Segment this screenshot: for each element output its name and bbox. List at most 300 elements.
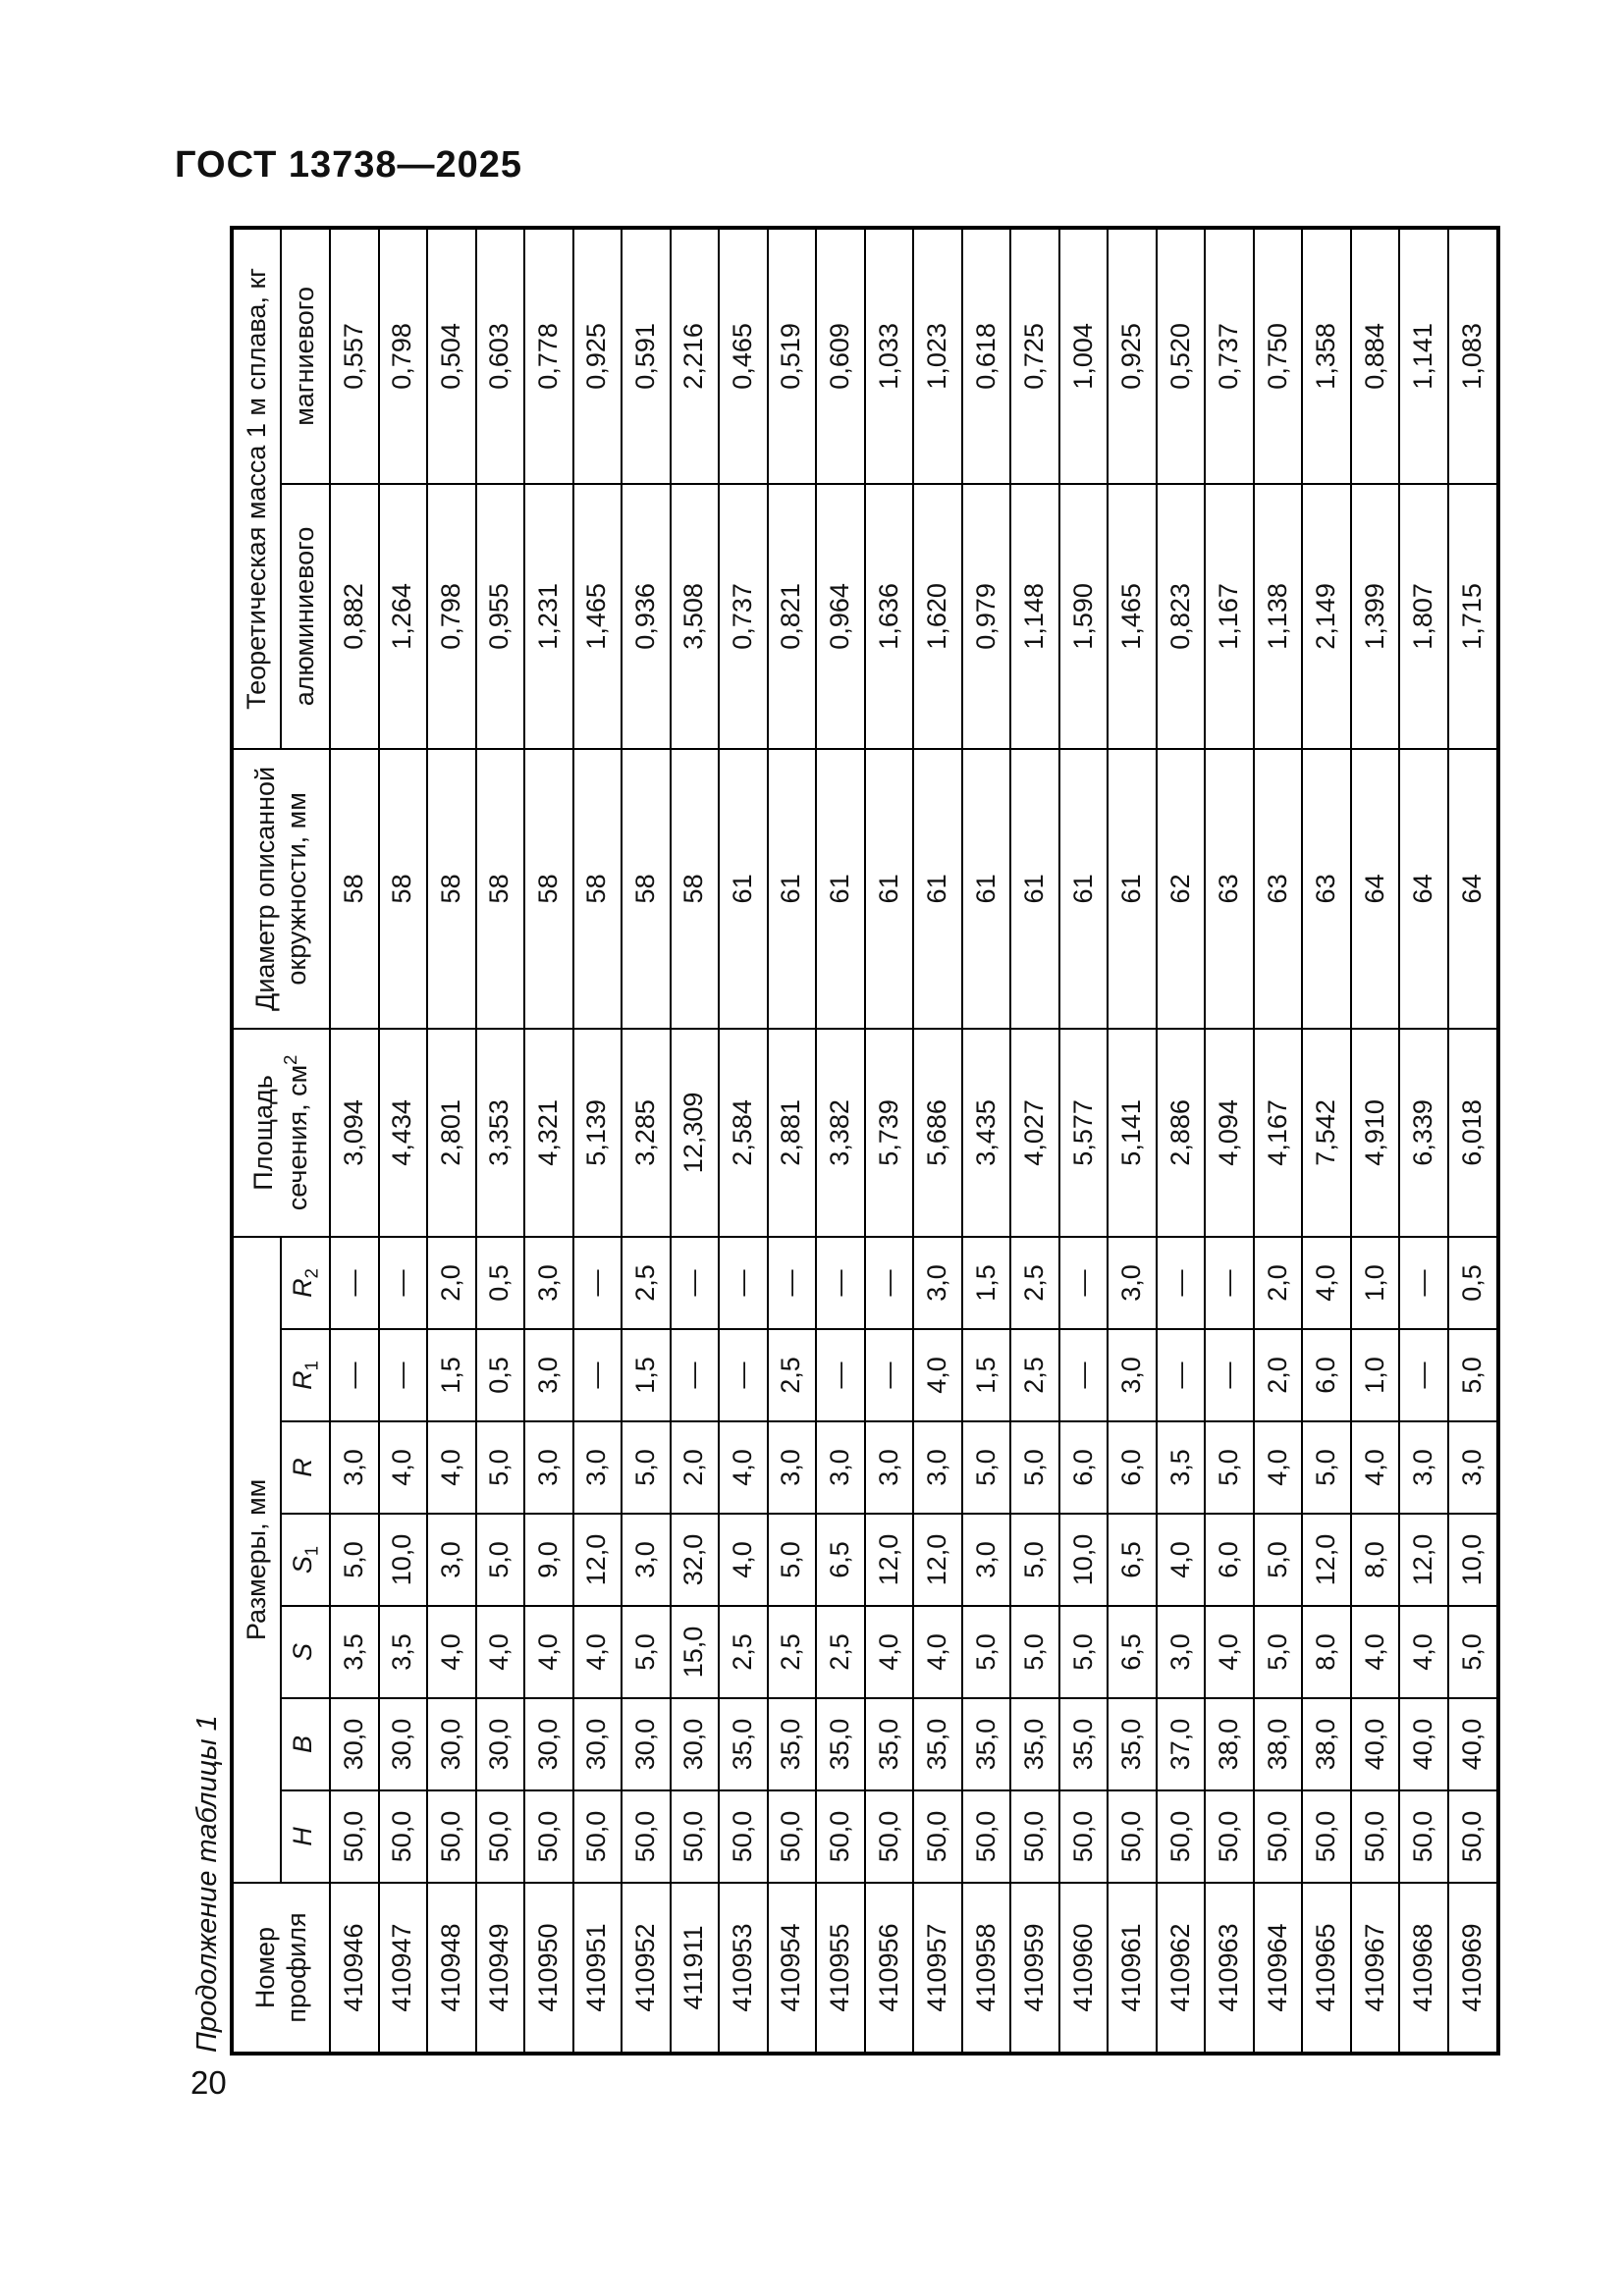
value-cell: 61 (768, 749, 817, 1029)
value-cell: — (816, 1237, 865, 1329)
value-cell: 0,591 (622, 228, 671, 484)
value-cell: 2,801 (427, 1029, 476, 1237)
value-cell: 4,0 (1254, 1421, 1303, 1514)
value-cell: 1,465 (573, 484, 623, 749)
table-caption: Продолжение таблицы 1 (191, 1715, 223, 2053)
table-row (1448, 228, 1498, 2054)
value-cell: 5,0 (1059, 1606, 1109, 1698)
value-cell: 35,0 (768, 1698, 817, 1790)
value-cell: 1,141 (1399, 228, 1448, 484)
value-cell: 0,964 (816, 484, 865, 749)
value-cell: 50,0 (671, 1790, 720, 1883)
value-cell: 12,0 (573, 1514, 623, 1606)
value-cell: 61 (816, 749, 865, 1029)
table-row (573, 228, 623, 2054)
col-header-R2: $R_2$ (281, 1237, 330, 1329)
value-cell: — (865, 1237, 914, 1329)
profile-number-cell: 410967 (1351, 1883, 1400, 2054)
table-row (379, 228, 428, 2054)
value-cell: 0,557 (330, 228, 379, 484)
value-cell: 6,018 (1448, 1029, 1498, 1237)
profile-number-cell: 410961 (1108, 1883, 1157, 2054)
value-cell: 61 (1059, 749, 1109, 1029)
profile-number-cell: 410946 (330, 1883, 379, 2054)
col-header-magnesium: магниевого (281, 228, 330, 484)
value-cell: 50,0 (865, 1790, 914, 1883)
value-cell: 4,027 (1010, 1029, 1059, 1237)
col-header-R: R (281, 1421, 330, 1514)
value-cell: — (768, 1237, 817, 1329)
value-cell: 3,5 (379, 1606, 428, 1698)
value-cell: 3,508 (671, 484, 720, 749)
doc-number: ГОСТ 13738—2025 (175, 144, 523, 186)
value-cell: 6,0 (1302, 1329, 1351, 1421)
value-cell: 6,0 (1108, 1421, 1157, 1514)
value-cell: 58 (671, 749, 720, 1029)
table-row (913, 228, 962, 2054)
value-cell: 0,884 (1351, 228, 1400, 484)
value-cell: 0,979 (962, 484, 1011, 749)
value-cell: 30,0 (524, 1698, 573, 1790)
col-header-diameter-line1: Диаметр описанной (249, 766, 280, 1011)
value-cell: 3,0 (865, 1421, 914, 1514)
col-header-H: H (281, 1790, 330, 1883)
value-cell: 5,0 (1205, 1421, 1254, 1514)
value-cell: 58 (573, 749, 623, 1029)
value-cell: 3,5 (1157, 1421, 1206, 1514)
value-cell: 0,609 (816, 228, 865, 484)
value-cell: 2,5 (1010, 1237, 1059, 1329)
page-number: 20 (190, 2064, 227, 2101)
value-cell: 4,0 (1302, 1237, 1351, 1329)
value-cell: — (330, 1329, 379, 1421)
value-cell: 3,0 (330, 1421, 379, 1514)
value-cell: 9,0 (524, 1514, 573, 1606)
value-cell: 58 (427, 749, 476, 1029)
value-cell: 0,725 (1010, 228, 1059, 484)
value-cell: 3,0 (816, 1421, 865, 1514)
value-cell: 0,798 (427, 484, 476, 749)
value-cell: 2,5 (1010, 1329, 1059, 1421)
value-cell: 50,0 (1448, 1790, 1498, 1883)
value-cell: 50,0 (1205, 1790, 1254, 1883)
value-cell: 0,936 (622, 484, 671, 749)
value-cell: 0,925 (573, 228, 623, 484)
col-header-dimensions-group: Размеры, мм (232, 1237, 281, 1883)
value-cell: — (1059, 1329, 1109, 1421)
table-row (1351, 228, 1400, 2054)
value-cell: 50,0 (1399, 1790, 1448, 1883)
value-cell: 5,0 (476, 1421, 525, 1514)
value-cell: 50,0 (1254, 1790, 1303, 1883)
value-cell: 1,033 (865, 228, 914, 484)
value-cell: 62 (1157, 749, 1206, 1029)
profile-number-cell: 410949 (476, 1883, 525, 2054)
col-header-diameter (232, 749, 330, 1029)
profile-number-cell: 410963 (1205, 1883, 1254, 2054)
value-cell: 5,0 (1448, 1606, 1498, 1698)
profiles-table (230, 226, 1500, 2056)
value-cell: 4,321 (524, 1029, 573, 1237)
value-cell: 12,0 (1399, 1514, 1448, 1606)
value-cell: 6,5 (816, 1514, 865, 1606)
value-cell: 1,715 (1448, 484, 1498, 749)
profile-number-cell: 410953 (719, 1883, 768, 2054)
value-cell: — (719, 1329, 768, 1421)
value-cell: 37,0 (1157, 1698, 1206, 1790)
value-cell: 30,0 (476, 1698, 525, 1790)
value-cell: 1,358 (1302, 228, 1351, 484)
table-row (816, 228, 865, 2054)
value-cell: 5,0 (768, 1514, 817, 1606)
table-row (622, 228, 671, 2054)
value-cell: 4,0 (573, 1606, 623, 1698)
value-cell: 5,0 (1254, 1606, 1303, 1698)
value-cell: 0,504 (427, 228, 476, 484)
value-cell: 30,0 (379, 1698, 428, 1790)
value-cell: — (573, 1329, 623, 1421)
value-cell: 1,5 (427, 1329, 476, 1421)
value-cell: 4,0 (1157, 1514, 1206, 1606)
value-cell: 2,0 (427, 1237, 476, 1329)
value-cell: 3,0 (913, 1237, 962, 1329)
table-row (1302, 228, 1351, 2054)
value-cell: 5,0 (622, 1606, 671, 1698)
value-cell: 6,0 (1205, 1514, 1254, 1606)
value-cell: — (865, 1329, 914, 1421)
value-cell: 50,0 (622, 1790, 671, 1883)
table-row (768, 228, 817, 2054)
value-cell: — (1205, 1237, 1254, 1329)
value-cell: — (719, 1237, 768, 1329)
value-cell: — (1399, 1329, 1448, 1421)
value-cell: 3,0 (1108, 1329, 1157, 1421)
value-cell: 1,0 (1351, 1237, 1400, 1329)
rotated-table-container (230, 230, 1500, 2056)
value-cell: 63 (1205, 749, 1254, 1029)
value-cell: 0,925 (1108, 228, 1157, 484)
value-cell: 3,0 (1108, 1237, 1157, 1329)
table-row (1399, 228, 1448, 2054)
value-cell: 50,0 (1059, 1790, 1109, 1883)
profile-number-cell: 410965 (1302, 1883, 1351, 2054)
value-cell: 2,5 (816, 1606, 865, 1698)
value-cell: 5,739 (865, 1029, 914, 1237)
table-row (1157, 228, 1206, 2054)
value-cell: 8,0 (1351, 1514, 1400, 1606)
value-cell: 1,138 (1254, 484, 1303, 749)
value-cell: — (1399, 1237, 1448, 1329)
value-cell: 1,590 (1059, 484, 1109, 749)
value-cell: — (1205, 1329, 1254, 1421)
value-cell: 3,0 (1448, 1421, 1498, 1514)
value-cell: 3,0 (524, 1421, 573, 1514)
value-cell: 50,0 (719, 1790, 768, 1883)
value-cell: 4,0 (524, 1606, 573, 1698)
value-cell: 30,0 (573, 1698, 623, 1790)
value-cell: 38,0 (1205, 1698, 1254, 1790)
value-cell: 63 (1254, 749, 1303, 1029)
value-cell: 3,0 (1157, 1606, 1206, 1698)
value-cell: 35,0 (865, 1698, 914, 1790)
table-row (719, 228, 768, 2054)
profile-number-cell: 410958 (962, 1883, 1011, 2054)
profile-number-cell: 411911 (671, 1883, 720, 2054)
value-cell: 0,603 (476, 228, 525, 484)
value-cell: 2,216 (671, 228, 720, 484)
value-cell: 0,465 (719, 228, 768, 484)
profile-number-cell: 410954 (768, 1883, 817, 2054)
profile-number-cell: 410959 (1010, 1883, 1059, 2054)
value-cell: — (816, 1329, 865, 1421)
value-cell: 1,5 (962, 1237, 1011, 1329)
value-cell: 2,886 (1157, 1029, 1206, 1237)
value-cell: 1,148 (1010, 484, 1059, 749)
value-cell: 1,023 (913, 228, 962, 484)
value-cell: 1,636 (865, 484, 914, 749)
value-cell: 50,0 (427, 1790, 476, 1883)
profile-number-cell: 410947 (379, 1883, 428, 2054)
value-cell: 5,141 (1108, 1029, 1157, 1237)
profile-number-cell: 410948 (427, 1883, 476, 2054)
value-cell: 50,0 (573, 1790, 623, 1883)
value-cell: 1,465 (1108, 484, 1157, 749)
value-cell: 61 (913, 749, 962, 1029)
value-cell: 32,0 (671, 1514, 720, 1606)
value-cell: 1,0 (1351, 1329, 1400, 1421)
value-cell: 5,0 (1302, 1421, 1351, 1514)
value-cell: 4,0 (913, 1329, 962, 1421)
value-cell: 3,0 (1399, 1421, 1448, 1514)
value-cell: 4,0 (427, 1421, 476, 1514)
value-cell: 4,0 (913, 1606, 962, 1698)
value-cell: — (379, 1237, 428, 1329)
value-cell: 2,149 (1302, 484, 1351, 749)
value-cell: 3,0 (524, 1237, 573, 1329)
value-cell: 50,0 (1351, 1790, 1400, 1883)
value-cell: 1,399 (1351, 484, 1400, 749)
value-cell: 4,094 (1205, 1029, 1254, 1237)
value-cell: 58 (476, 749, 525, 1029)
value-cell: — (671, 1329, 720, 1421)
value-cell: 0,823 (1157, 484, 1206, 749)
value-cell: 6,5 (1108, 1514, 1157, 1606)
value-cell: 4,0 (427, 1606, 476, 1698)
value-cell: 2,584 (719, 1029, 768, 1237)
value-cell: 0,955 (476, 484, 525, 749)
value-cell: 1,5 (962, 1329, 1011, 1421)
value-cell: — (1157, 1329, 1206, 1421)
value-cell: 0,5 (1448, 1237, 1498, 1329)
col-header-aluminum: алюминиевого (281, 484, 330, 749)
value-cell: 1,083 (1448, 228, 1498, 484)
value-cell: 30,0 (671, 1698, 720, 1790)
value-cell: 0,750 (1254, 228, 1303, 484)
table-row (1108, 228, 1157, 2054)
value-cell: 50,0 (1302, 1790, 1351, 1883)
value-cell: 0,520 (1157, 228, 1206, 484)
header-row-1 (232, 228, 281, 2054)
value-cell: 10,0 (1448, 1514, 1498, 1606)
value-cell: 4,0 (1351, 1421, 1400, 1514)
table-row (962, 228, 1011, 2054)
table-row (865, 228, 914, 2054)
value-cell: 1,620 (913, 484, 962, 749)
col-header-area (232, 1029, 330, 1237)
value-cell: 30,0 (622, 1698, 671, 1790)
value-cell: 40,0 (1448, 1698, 1498, 1790)
value-cell: 50,0 (379, 1790, 428, 1883)
value-cell: 1,167 (1205, 484, 1254, 749)
value-cell: — (1157, 1237, 1206, 1329)
col-header-S1: $S_1$ (281, 1514, 330, 1606)
col-header-profile (232, 1883, 330, 2054)
value-cell: — (671, 1237, 720, 1329)
table-row (1205, 228, 1254, 2054)
value-cell: 5,0 (1010, 1421, 1059, 1514)
value-cell: 50,0 (913, 1790, 962, 1883)
value-cell: 35,0 (962, 1698, 1011, 1790)
value-cell: 4,0 (719, 1514, 768, 1606)
value-cell: 58 (330, 749, 379, 1029)
value-cell: 5,0 (622, 1421, 671, 1514)
value-cell: 4,0 (476, 1606, 525, 1698)
value-cell: 1,264 (379, 484, 428, 749)
profile-number-cell: 410968 (1399, 1883, 1448, 2054)
value-cell: 30,0 (330, 1698, 379, 1790)
profile-number-cell: 410962 (1157, 1883, 1206, 2054)
profile-number-cell: 410955 (816, 1883, 865, 2054)
col-header-area-line2: сечения, $см^2$ (280, 1054, 312, 1211)
value-cell: 5,0 (1254, 1514, 1303, 1606)
value-cell: 50,0 (816, 1790, 865, 1883)
value-cell: 40,0 (1351, 1698, 1400, 1790)
value-cell: 35,0 (719, 1698, 768, 1790)
value-cell: 4,167 (1254, 1029, 1303, 1237)
value-cell: 35,0 (816, 1698, 865, 1790)
value-cell: 61 (962, 749, 1011, 1029)
value-cell: 3,0 (768, 1421, 817, 1514)
value-cell: 1,231 (524, 484, 573, 749)
value-cell: 1,807 (1399, 484, 1448, 749)
value-cell: 10,0 (1059, 1514, 1109, 1606)
value-cell: 58 (524, 749, 573, 1029)
value-cell: 1,5 (622, 1329, 671, 1421)
value-cell: 3,0 (962, 1514, 1011, 1606)
value-cell: 64 (1448, 749, 1498, 1029)
value-cell: 7,542 (1302, 1029, 1351, 1237)
value-cell: 58 (622, 749, 671, 1029)
value-cell: 4,0 (1399, 1606, 1448, 1698)
value-cell: 35,0 (1059, 1698, 1109, 1790)
value-cell: 0,737 (719, 484, 768, 749)
profile-number-cell: 410957 (913, 1883, 962, 2054)
value-cell: 63 (1302, 749, 1351, 1029)
table-row (1254, 228, 1303, 2054)
value-cell: 61 (1010, 749, 1059, 1029)
value-cell: 3,0 (524, 1329, 573, 1421)
value-cell: 35,0 (1108, 1698, 1157, 1790)
table-row (427, 228, 476, 2054)
value-cell: 4,434 (379, 1029, 428, 1237)
value-cell: 38,0 (1302, 1698, 1351, 1790)
value-cell: 5,0 (962, 1421, 1011, 1514)
value-cell: 35,0 (1010, 1698, 1059, 1790)
col-header-area-line1: Площадь (248, 1075, 279, 1191)
value-cell: 3,0 (427, 1514, 476, 1606)
value-cell: 50,0 (330, 1790, 379, 1883)
profile-number-cell: 410950 (524, 1883, 573, 2054)
col-header-profile-line1: Номер (249, 1926, 280, 2009)
value-cell: 2,881 (768, 1029, 817, 1237)
value-cell: 0,798 (379, 228, 428, 484)
profile-number-cell: 410952 (622, 1883, 671, 2054)
value-cell: 12,0 (865, 1514, 914, 1606)
value-cell: 6,339 (1399, 1029, 1448, 1237)
table-row (476, 228, 525, 2054)
value-cell: 50,0 (1157, 1790, 1206, 1883)
value-cell: 5,0 (476, 1514, 525, 1606)
value-cell: 35,0 (913, 1698, 962, 1790)
value-cell: 0,821 (768, 484, 817, 749)
value-cell: 2,0 (1254, 1237, 1303, 1329)
value-cell: 3,0 (573, 1421, 623, 1514)
value-cell: 6,5 (1108, 1606, 1157, 1698)
value-cell: 38,0 (1254, 1698, 1303, 1790)
value-cell: 5,577 (1059, 1029, 1109, 1237)
value-cell: 5,686 (913, 1029, 962, 1237)
table-row (524, 228, 573, 2054)
value-cell: — (379, 1329, 428, 1421)
profile-number-cell: 410969 (1448, 1883, 1498, 2054)
value-cell: — (1059, 1237, 1109, 1329)
value-cell: 40,0 (1399, 1698, 1448, 1790)
value-cell: 2,5 (622, 1237, 671, 1329)
value-cell: 8,0 (1302, 1606, 1351, 1698)
value-cell: 0,778 (524, 228, 573, 484)
col-header-diameter-line2: окружности, мм (281, 792, 311, 986)
value-cell: 3,0 (622, 1514, 671, 1606)
value-cell: — (573, 1237, 623, 1329)
value-cell: 61 (1108, 749, 1157, 1029)
value-cell: 4,0 (865, 1606, 914, 1698)
value-cell: 61 (865, 749, 914, 1029)
col-header-R1: $R_1$ (281, 1329, 330, 1421)
value-cell: 15,0 (671, 1606, 720, 1698)
profile-number-cell: 410956 (865, 1883, 914, 2054)
value-cell: 5,0 (1010, 1514, 1059, 1606)
value-cell: 4,0 (1351, 1606, 1400, 1698)
table-row (330, 228, 379, 2054)
value-cell: 2,5 (768, 1606, 817, 1698)
value-cell: 64 (1351, 749, 1400, 1029)
value-cell: 4,0 (379, 1421, 428, 1514)
value-cell: 50,0 (962, 1790, 1011, 1883)
value-cell: 2,0 (671, 1421, 720, 1514)
value-cell: 3,0 (913, 1421, 962, 1514)
value-cell: 30,0 (427, 1698, 476, 1790)
value-cell: 5,0 (330, 1514, 379, 1606)
value-cell: 0,5 (476, 1329, 525, 1421)
value-cell: 50,0 (524, 1790, 573, 1883)
col-header-S: S (281, 1606, 330, 1698)
value-cell: 3,435 (962, 1029, 1011, 1237)
value-cell: 50,0 (476, 1790, 525, 1883)
table-row (1010, 228, 1059, 2054)
col-header-B: B (281, 1698, 330, 1790)
value-cell: 50,0 (1108, 1790, 1157, 1883)
profile-number-cell: 410964 (1254, 1883, 1303, 2054)
